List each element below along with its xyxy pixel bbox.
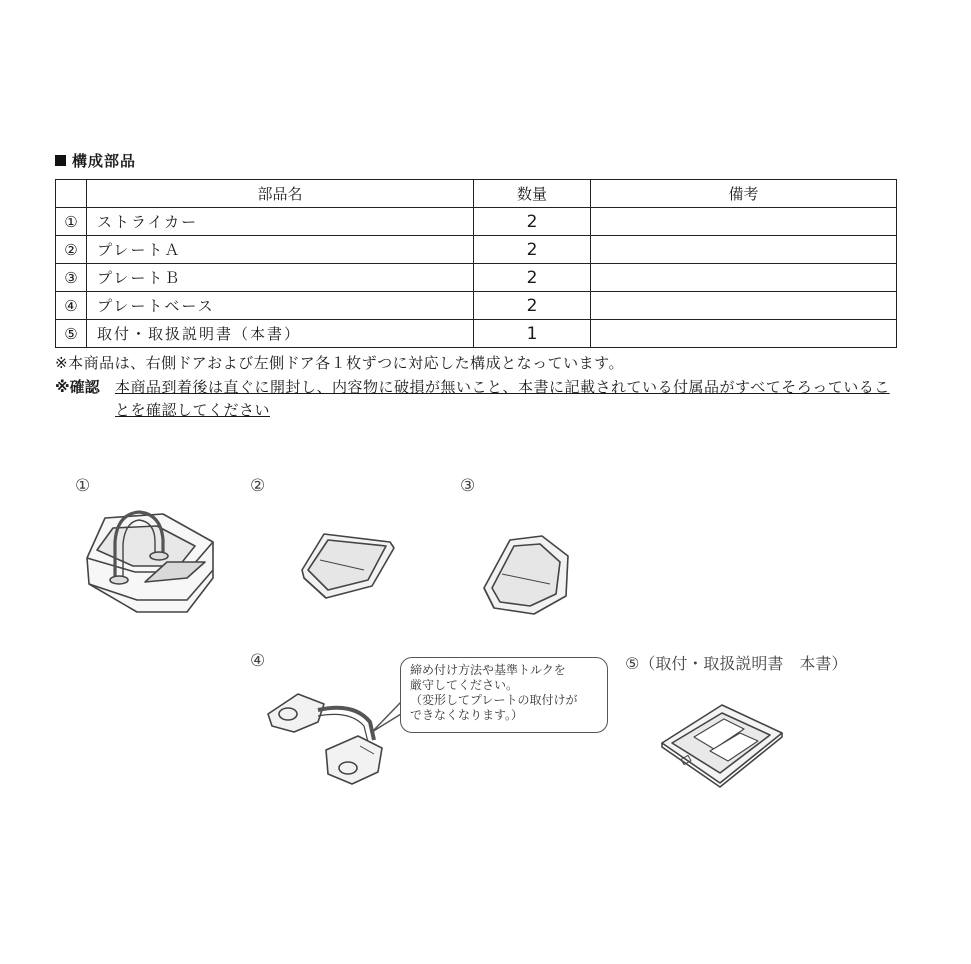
row-num: ①: [56, 208, 87, 236]
figure-label-plate-a: ②: [250, 476, 266, 496]
row-name: プレートＡ: [87, 236, 474, 264]
row-qty: 2: [474, 264, 591, 292]
row-name: プレートＢ: [87, 264, 474, 292]
figure-label-striker: ①: [75, 476, 91, 496]
plate-b-illustration: [480, 532, 575, 617]
manual-illustration: [660, 703, 785, 788]
confirm-text: 本商品到着後は直ぐに開封し、内容物に破損が無いこと、本書に記載されている付属品がすべてそろっていることを確認してください: [115, 378, 890, 419]
table-row: [56, 292, 897, 320]
confirmation-note: [55, 376, 895, 422]
row-qty: 2: [474, 208, 591, 236]
square-bullet-icon: [55, 155, 66, 166]
table-header-row: [56, 180, 897, 208]
parts-table: [55, 179, 897, 348]
row-num: ④: [56, 292, 87, 320]
row-name: 取付・取扱説明書（本書）: [87, 320, 474, 348]
table-row: [56, 236, 897, 264]
figure-title-manual: ⑤（取付・取扱説明書 本書）: [625, 654, 848, 673]
row-note: [591, 292, 897, 320]
header-note: 備考: [591, 180, 897, 208]
row-num: ②: [56, 236, 87, 264]
confirm-label: ※確認: [55, 378, 100, 396]
row-name: プレートベース: [87, 292, 474, 320]
row-note: [591, 208, 897, 236]
figure-label-plate-b: ③: [460, 476, 476, 496]
figure-label-plate-base: ④: [250, 651, 266, 671]
header-num: [56, 180, 87, 208]
table-row: [56, 208, 897, 236]
table-row: [56, 264, 897, 292]
callout-line: 厳守してください。: [410, 678, 519, 692]
striker-illustration: [75, 500, 225, 620]
configuration-note: ※本商品は、右側ドアおよび左側ドア各１枚ずつに対応した構成となっています。: [55, 354, 624, 372]
table-row: [56, 320, 897, 348]
plate-a-illustration: [298, 526, 398, 601]
callout-line: （変形してプレートの取付けが: [410, 693, 578, 707]
row-note: [591, 320, 897, 348]
header-name: 部品名: [87, 180, 474, 208]
callout-line: できなくなります。）: [410, 708, 524, 722]
section-title: 構成部品: [55, 150, 136, 171]
row-num: ③: [56, 264, 87, 292]
row-note: [591, 236, 897, 264]
row-qty: 1: [474, 320, 591, 348]
torque-warning-callout: [400, 657, 608, 733]
row-name: ストライカー: [87, 208, 474, 236]
row-qty: 2: [474, 292, 591, 320]
row-num: ⑤: [56, 320, 87, 348]
header-qty: 数量: [474, 180, 591, 208]
callout-line: 締め付け方法や基準トルクを: [410, 663, 566, 677]
row-note: [591, 264, 897, 292]
row-qty: 2: [474, 236, 591, 264]
